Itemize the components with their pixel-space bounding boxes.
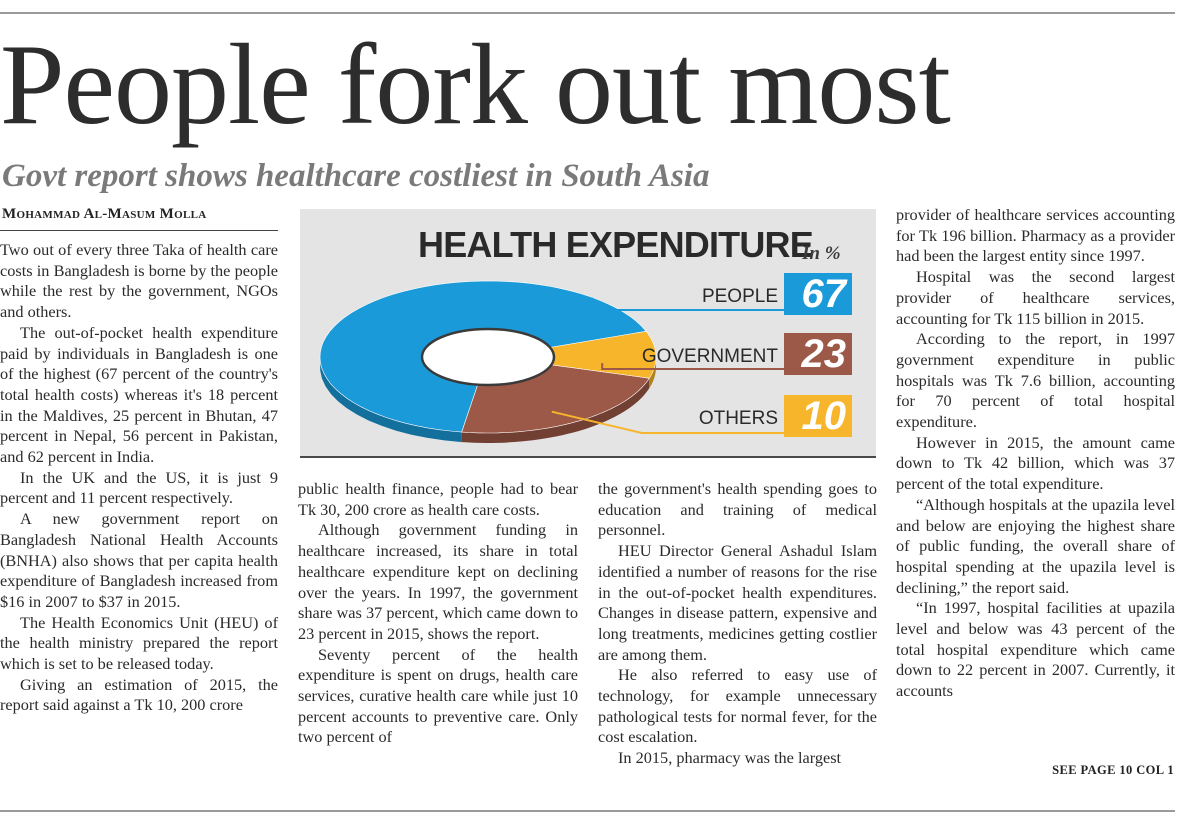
article-paragraph: Hospital was the second largest provider of healthcare services, accounting for Tk 115 billion in 2015. (896, 267, 1175, 328)
article-paragraph: However in 2015, the amount came down to Tk 42 billion, which was 37 percent of the total expenditure. (896, 432, 1175, 494)
article-paragraph: Giving an estimation of 2015, the report said against a Tk 10, 200 crore (0, 674, 278, 715)
article-column-1 (0, 240, 278, 716)
bottom-rule (0, 810, 1175, 812)
article-paragraph: According to the report, in 1997 government expenditure in public hospitals was Tk 7.6 billion, accounting for 70 percent of total hospital expenditure. (896, 329, 1175, 432)
value-label-others: 10 (784, 395, 852, 437)
article-paragraph: A new government report on Bangladesh National Health Accounts (BNHA) also shows that per capita health expenditure of Bangladesh increased from $16 in 2007 to $37 in 2015. (0, 509, 278, 611)
article-paragraph: the government's health spending goes to education and training of medical personnel. (598, 479, 877, 540)
value-label-people: 67 (784, 273, 852, 315)
legend-label-people: PEOPLE (701, 286, 778, 307)
chart-unit-label: In % (802, 243, 841, 264)
article-paragraph: provider of healthcare services accounting for Tk 196 billion. Pharmacy as a provider had been the largest entity since 1997. (896, 205, 1175, 266)
jump-line: SEE PAGE 10 COL 1 (1052, 763, 1174, 777)
health-expenditure-chart (300, 209, 876, 457)
article-paragraph: In the UK and the US, it is just 9 percent and 11 percent respectively. (0, 467, 278, 508)
legend-label-others: OTHERS (698, 408, 778, 429)
article-paragraph: In 2015, pharmacy was the largest (618, 748, 842, 768)
article-paragraph: Although government funding in healthcare increased, its share in total healthcare expenditure kept on declining over the years. In 1997, the government share was 37 percent, which came down to 23 percent in 2015, shows the report. (298, 520, 578, 643)
chart-title: HEALTH EXPENDITURE (418, 224, 813, 265)
donut-hole (422, 329, 554, 385)
subheadline: Govt report shows healthcare costliest in South Asia (2, 158, 710, 194)
article-column-2 (298, 479, 578, 748)
article-paragraph: “Although hospitals at the upazila level and below are enjoying the highest share of public funding, the overall share of hospital spending at the upazila level is declining,” the report said. (896, 494, 1175, 597)
article-column-3 (598, 479, 877, 769)
article-column-4 (896, 205, 1175, 702)
legend-label-government: GOVERNMENT (641, 346, 778, 367)
article-paragraph: HEU Director General Ashadul Islam identified a number of reasons for the rise in the out-of-pocket health expenditures. Changes in disease pattern, expensive and long treatments, medicines getting costlier are among them. (598, 541, 877, 664)
article-paragraph: “In 1997, hospital facilities at upazila level and below was 43 percent of the total hospital expenditure which came down to 22 percent in 2007. Currently, it accounts (896, 598, 1175, 701)
chart-bottom-rule (300, 456, 876, 458)
value-label-government: 23 (784, 333, 852, 375)
top-rule (0, 12, 1175, 14)
byline-divider (0, 230, 278, 231)
article-paragraph: Two out of every three Taka of health care costs in Bangladesh is borne by the people while the rest by the government, NGOs and others. (0, 240, 278, 322)
article-paragraph: The Health Economics Unit (HEU) of the health ministry prepared the report which is set to be released today. (0, 612, 278, 674)
article-paragraph: He also referred to easy use of technology, for example unnecessary pathological tests for normal fever, for the cost escalation. (598, 665, 877, 747)
article-paragraph: Seventy percent of the health expenditure is spent on drugs, health care services, curative health care while just 10 percent accounts to preventive care. Only two percent of (298, 644, 578, 747)
byline: Mohammad Al-Masum Molla (2, 206, 207, 222)
article-paragraph: The out-of-pocket health expenditure paid by individuals in Bangladesh is one of the highest (67 percent of the country's total health costs) whereas it's 18 percent in the Maldives, 25 percent in Bhutan, 47 percent in Nepal, 56 percent in Pakistan, and 62 percent in India. (0, 322, 278, 467)
headline: People fork out most (0, 21, 950, 149)
article-paragraph: public health finance, people had to bear Tk 30, 200 crore as health care costs. (298, 479, 578, 519)
